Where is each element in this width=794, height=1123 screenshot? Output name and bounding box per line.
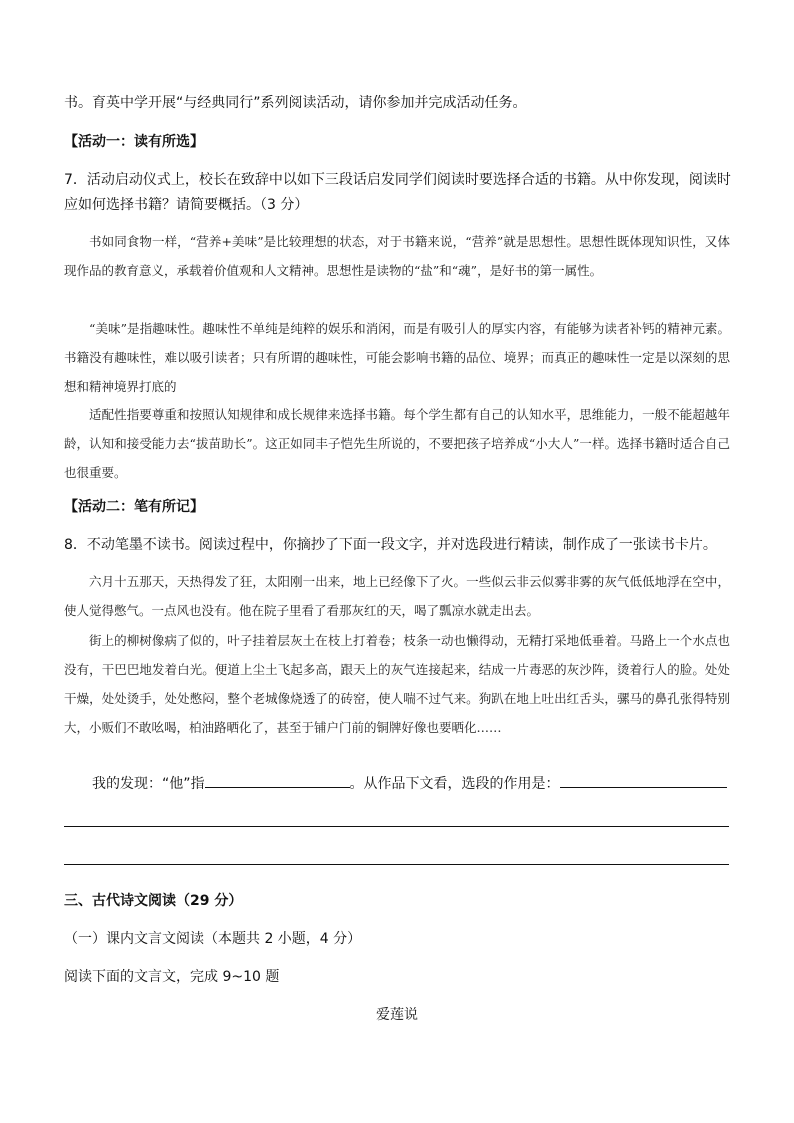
section3-instruction: 阅读下面的文言文，完成 9~10 题	[64, 969, 280, 985]
activity2-title: 【活动二：笔有所记】	[64, 499, 204, 515]
answer-rule-1[interactable]	[64, 826, 729, 827]
answer-blank-he[interactable]	[205, 773, 350, 788]
question-7-line2: 应如何选择书籍？请简要概括。（3 分）	[64, 197, 309, 213]
answer-prefix: 我的发现：“他”指	[92, 776, 205, 792]
answer-middle: 。从作品下文看，选段的作用是：	[349, 776, 560, 792]
quote-paragraph-2: “美味”是指趣味性。趣味性不单纯是纯粹的娱乐和消闲，而是有吸引人的厚实内容，有能够为读者补钙的精神元素。书籍没有趣味性，难以吸引读者；只有所谓的趣味性，可能会影响书籍的品位、境界；而真正的趣味性一定是以深刻的思想和精神境界打底的	[64, 321, 730, 394]
question-8-line: 8．不动笔墨不读书。阅读过程中，你摘抄了下面一段文字，并对选段进行精读，制作成了一张读书卡片。	[64, 537, 717, 553]
question-7-line1: 7．活动启动仪式上，校长在致辞中以如下三段话启发同学们阅读时要选择合适的书籍。从中你发现，阅读时	[64, 172, 731, 188]
intro-line: 书。育英中学开展“与经典同行”系列阅读活动，请你参加并完成活动任务。	[64, 95, 527, 111]
activity1-title: 【活动一：读有所选】	[64, 134, 204, 150]
answer-rule-2[interactable]	[64, 864, 729, 865]
quote-paragraph-1: 书如同食物一样，“营养+美味”是比较理想的状态，对于书籍来说，“营养”就是思想性。思想性既体现知识性，又体现作品的教育意义，承载着价值观和人文精神。思想性是读物的“盐”和“魂”，是好书的第一属性。	[64, 234, 730, 278]
answer-line	[92, 773, 727, 793]
answer-blank-effect[interactable]	[560, 773, 727, 788]
excerpt-paragraph-2: 街上的柳树像病了似的，叶子挂着层灰土在枝上打着卷；枝条一动也懒得动，无精打采地低垂着。马路上一个水点也没有，干巴巴地发着白光。便道上尘土飞起多高，跟天上的灰气连接起来，结成一片毒恶的灰沙阵，烫着行人的脸。处处干燥，处处烫手，处处憋闷，整个老城像烧透了的砖窑，使人喘不过气来。狗趴在地上吐出红舌头，骡马的鼻孔张得特别大，小贩们不敢吆喝，柏油路晒化了，甚至于铺户门前的铜牌好像也要晒化……	[64, 633, 730, 735]
passage-title: 爱莲说	[376, 1007, 418, 1023]
excerpt-paragraph-1: 六月十五那天，天热得发了狂，太阳刚一出来，地上已经像下了火。一些似云非云似雾非雾的灰气低低地浮在空中，使人觉得憋气。一点风也没有。他在院子里看了看那灰红的天，喝了瓢凉水就走出去。	[64, 574, 730, 618]
section3-sub1: （一）课内文言文阅读（本题共 2 小题，4 分）	[64, 931, 362, 947]
quote-paragraph-3: 适配性指要尊重和按照认知规律和成长规律来选择书籍。每个学生都有自己的认知水平，思维能力，一般不能超越年龄，认知和接受能力去“拔苗助长”。这正如同丰子恺先生所说的，不要把孩子培养成“小大人”一样。选择书籍时适合自己也很重要。	[64, 407, 730, 480]
section3-title: 三、古代诗文阅读（29 分）	[64, 893, 243, 909]
